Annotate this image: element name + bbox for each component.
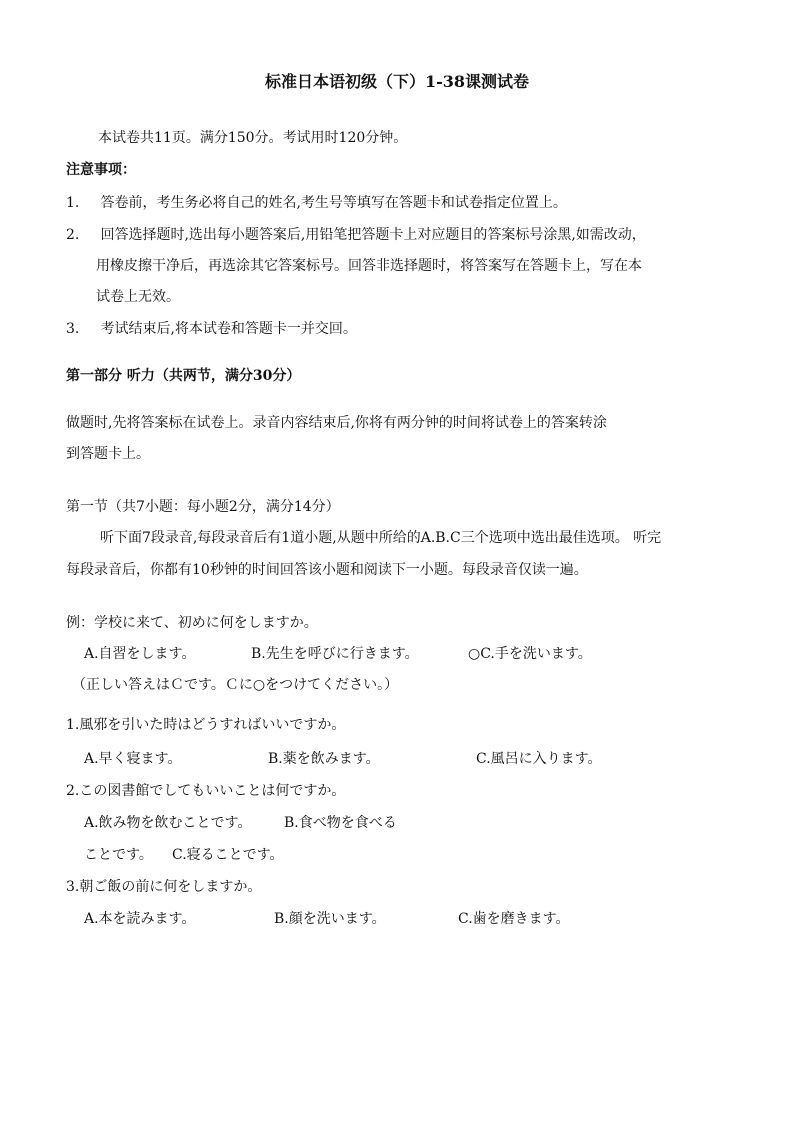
section1-instructions: 听下面7段录音,每段录音后有1道小题,从题中所给的A.B.C三个选项中选出最佳选项。 听完 bbox=[100, 530, 662, 546]
question-3-option-a: A.本を読みます。 bbox=[84, 911, 196, 927]
question-1-option-b: B.薬を飲みます。 bbox=[268, 751, 380, 767]
question-2-option-b-continued: ことです。 bbox=[84, 847, 153, 863]
example-option-c: ○C.手を洗います。 bbox=[468, 646, 592, 662]
question-2: 2.この図書館でしてもいいことは何ですか。 bbox=[66, 783, 346, 799]
section1-heading: 第一节（共7小题：每小题2分，满分14分） bbox=[66, 499, 340, 515]
question-3-option-b: B.顔を洗います。 bbox=[274, 911, 386, 927]
part1-heading: 第一部分 听力（共两节，满分30分） bbox=[66, 368, 301, 384]
example-option-b: B.先生を呼びに行きます。 bbox=[251, 646, 419, 662]
question-3-option-c: C.歯を磨きます。 bbox=[458, 911, 570, 927]
part1-instructions-continued: 到答题卡上。 bbox=[66, 446, 150, 462]
notice-item bbox=[66, 225, 646, 245]
question-1-option-a: A.早く寝ます。 bbox=[84, 751, 182, 767]
example-option-a: A.自習をします。 bbox=[84, 646, 196, 662]
question-1: 1.風邪を引いた時はどうすればいいですか。 bbox=[66, 717, 346, 733]
question-2-option-c: C.寝ることです。 bbox=[172, 847, 284, 863]
example-question: 例：学校に来て、初めに何をしますか。 bbox=[66, 615, 318, 631]
part1-instructions: 做题时,先将答案标在试卷上。录音内容结束后,你将有两分钟的时间将试卷上的答案转涂 bbox=[66, 415, 607, 431]
notice-text-continued: 用橡皮擦干净后，再选涂其它答案标号。回答非选择题时，将答案写在答题卡上，写在本 bbox=[96, 258, 642, 274]
notice-text: 考试结束后,将本试卷和答题卡一并交回。 bbox=[100, 321, 357, 337]
question-1-option-c: C.風呂に入ります。 bbox=[476, 751, 602, 767]
notice-item bbox=[66, 319, 357, 339]
question-2-option-b: B.食べ物を食べる bbox=[284, 815, 397, 831]
question-2-option-a: A.飲み物を飲むことです。 bbox=[84, 815, 252, 831]
exam-title: 标准日本语初级（下）1-38课测试卷 bbox=[264, 72, 530, 91]
exam-intro: 本试卷共11页。满分150分。考试用时120分钟。 bbox=[98, 130, 408, 146]
notice-item bbox=[66, 193, 567, 213]
notice-number: 3. bbox=[66, 321, 80, 337]
notice-text-continued: 试卷上无效。 bbox=[96, 289, 180, 305]
notice-text: 回答选择题时,选出每小题答案后,用铅笔把答题卡上对应题目的答案标号涂黑,如需改动， bbox=[100, 227, 646, 243]
question-3: 3.朝ご飯の前に何をしますか。 bbox=[66, 879, 262, 895]
notice-heading: 注意事项： bbox=[66, 162, 136, 178]
notice-number: 1. bbox=[66, 195, 80, 211]
example-note: （正しい答えはＣです。Ｃに○をつけてください。） bbox=[72, 677, 399, 693]
notice-text: 答卷前，考生务必将自己的姓名,考生号等填写在答题卡和试卷指定位置上。 bbox=[100, 195, 567, 211]
section1-instructions-continued: 每段录音后，你都有10秒钟的时间回答该小题和阅读下一小题。每段录音仅读一遍。 bbox=[66, 562, 588, 578]
notice-number: 2. bbox=[66, 227, 80, 243]
